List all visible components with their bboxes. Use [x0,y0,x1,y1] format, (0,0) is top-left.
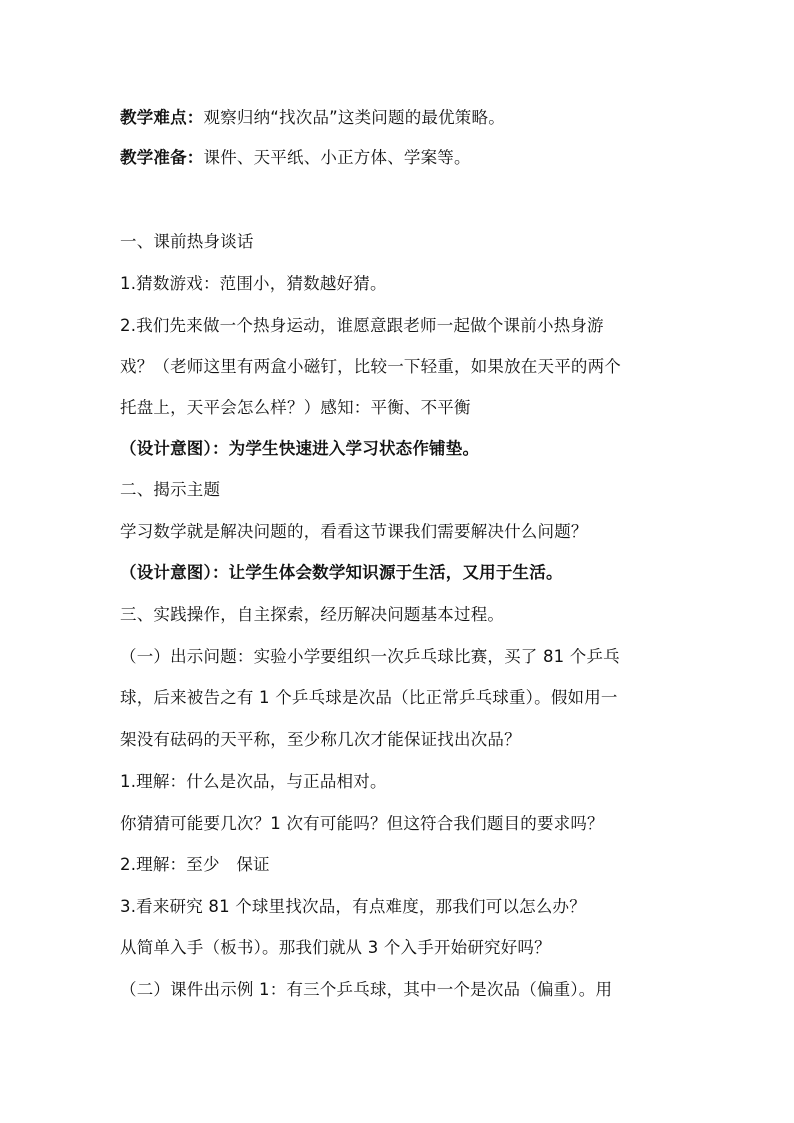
s3-simple: 从简单入手（板书）。那我们就从 3 个入手开始研究好吗？ [120,938,551,957]
s1-item2-line2: 戏？（老师这里有两盒小磁钉，比较一下轻重，如果放在天平的两个 [120,357,621,376]
prep-label: 教学准备： [120,148,204,167]
s1-item1: 1.猜数游戏：范围小，猜数越好猜。 [120,274,387,293]
section2-heading: 二、揭示主题 [120,480,221,499]
teaching-preparation [120,146,690,170]
section3-heading: 三、实践操作，自主探索，经历解决问题基本过程。 [120,605,505,624]
s3-problem-line1: （一）出示问题：实验小学要组织一次乒乓球比赛，买了 81 个乒乓 [120,647,620,666]
s3-item3: 3.看来研究 81 个球里找次品，有点难度，那我们可以怎么办？ [120,897,586,916]
s3-example: （二）课件出示例 1：有三个乒乓球，其中一个是次品（偏重）。用 [120,980,613,999]
s2-text: 学习数学就是解决问题的，看看这节课我们需要解决什么问题？ [120,522,588,541]
s1-item2-line3: 托盘上，天平会怎么样？）感知：平衡、不平衡 [120,398,471,417]
teaching-difficulty [120,106,690,130]
s3-problem-line3: 架没有砝码的天平称，至少称几次才能保证找出次品？ [120,730,521,749]
difficulty-text: 观察归纳“找次品”这类问题的最优策略。 [203,108,505,127]
s1-item2-line1: 2.我们先来做一个热身运动，谁愿意跟老师一起做个课前小热身游 [120,316,604,335]
s1-design-intent: （设计意图）：为学生快速进入学习状态作铺垫。 [120,439,480,458]
s3-guess: 你猜猜可能要几次？1 次有可能吗？但这符合我们题目的要求吗？ [120,814,604,833]
difficulty-label: 教学难点： [120,108,204,127]
s3-item1: 1.理解：什么是次品，与正品相对。 [120,772,387,791]
prep-text: 课件、天平纸、小正方体、学案等。 [203,148,471,167]
s3-item2: 2.理解：至少 保证 [120,855,270,874]
s3-problem-line2: 球，后来被告之有 1 个乒乓球是次品（比正常乒乓球重）。假如用一 [120,688,618,707]
s2-design-intent: （设计意图）：让学生体会数学知识源于生活，又用于生活。 [120,563,563,582]
section1-heading: 一、课前热身谈话 [120,232,254,251]
